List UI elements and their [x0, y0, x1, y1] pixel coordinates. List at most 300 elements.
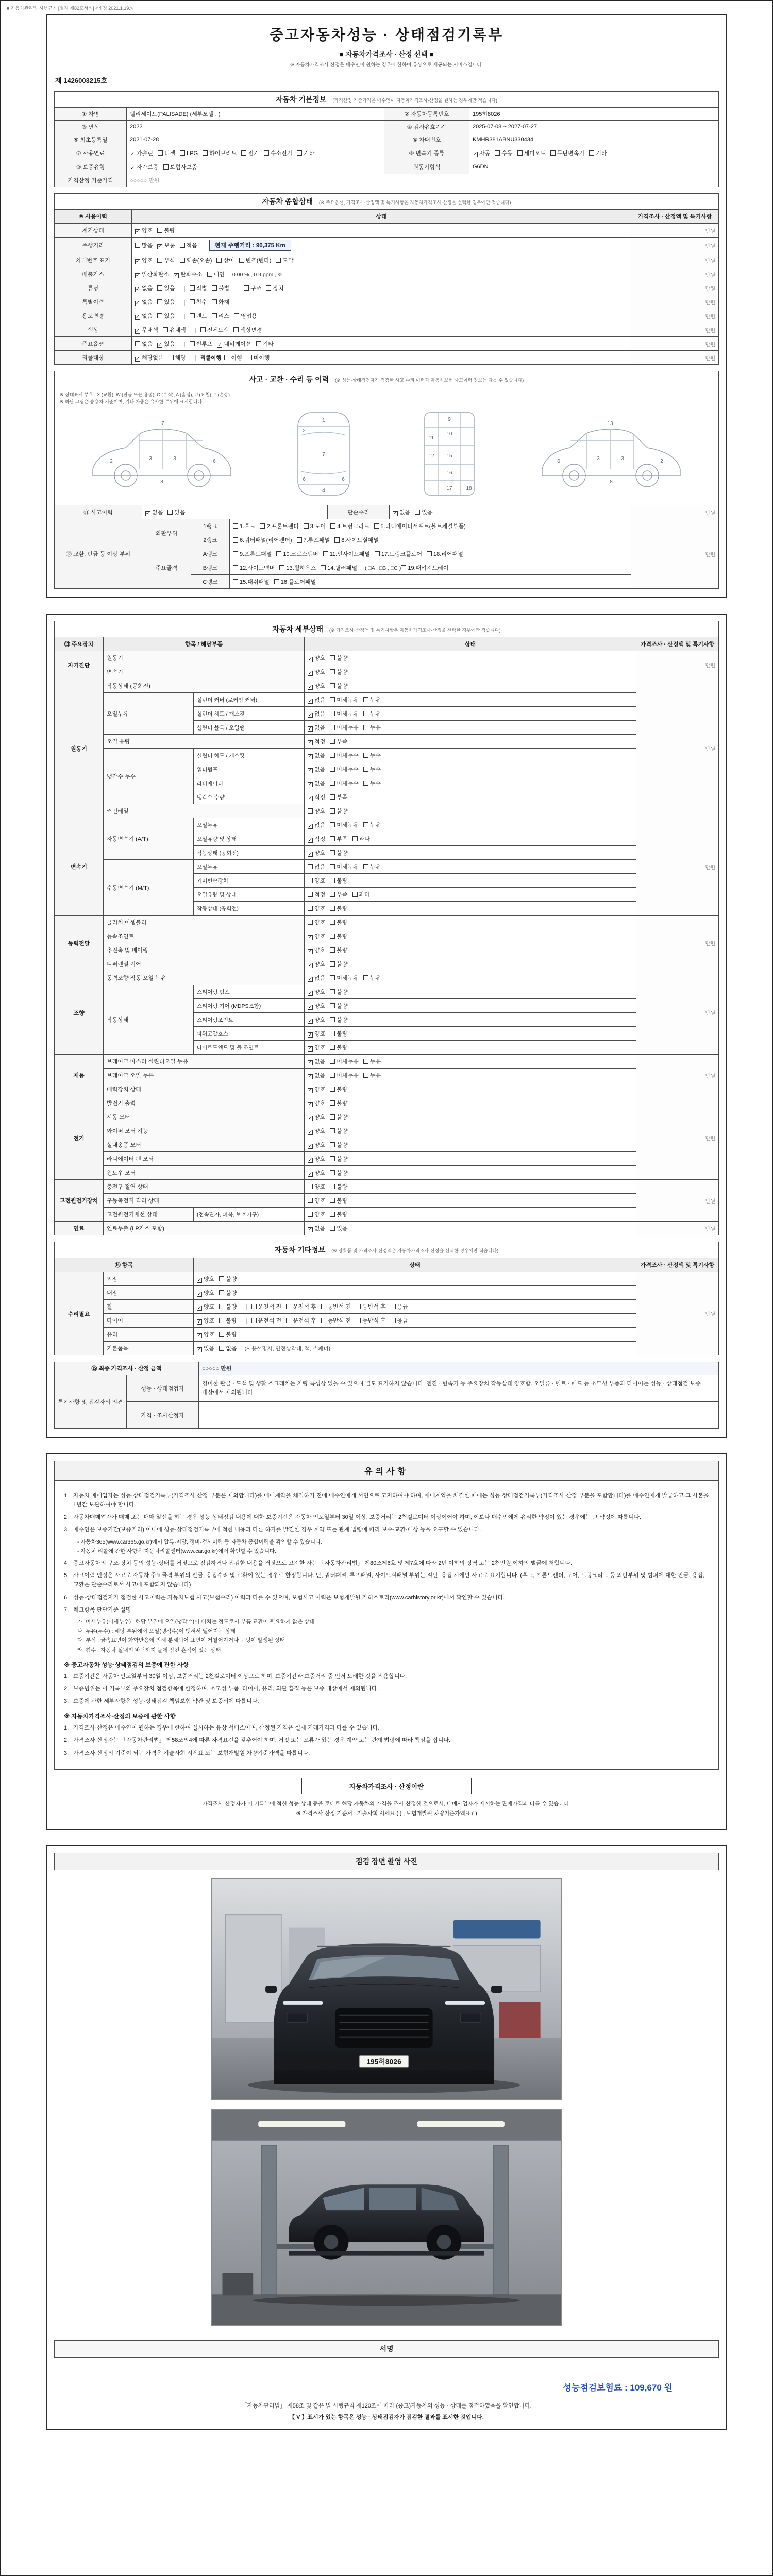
checkbox-option[interactable] [308, 849, 325, 857]
checkbox-option[interactable] [167, 508, 185, 516]
checkbox-option[interactable] [330, 1029, 347, 1038]
section-basic-info [54, 91, 719, 187]
checkbox-option[interactable] [190, 298, 207, 306]
checkbox-option[interactable] [330, 723, 359, 732]
checkbox-option[interactable] [308, 779, 325, 787]
checkbox-option[interactable] [308, 709, 325, 718]
checkbox-label: 하이브리드 [209, 150, 237, 157]
checkbox-option[interactable] [216, 256, 234, 264]
checkbox-icon [279, 565, 284, 570]
checkbox-option[interactable] [308, 1127, 325, 1135]
checkbox-option[interactable] [219, 1344, 237, 1352]
checkbox-option[interactable] [308, 1141, 325, 1149]
checkbox-option[interactable] [308, 751, 325, 759]
checkbox-option[interactable] [352, 890, 370, 899]
checkbox-option[interactable] [233, 326, 262, 334]
checkbox-option[interactable] [375, 550, 422, 558]
checkbox-icon [352, 836, 358, 841]
checkbox-option[interactable] [427, 550, 463, 558]
checkbox-option[interactable] [308, 1155, 325, 1163]
checkbox-option[interactable] [308, 1002, 325, 1010]
checkbox-option[interactable] [197, 1316, 214, 1325]
checkbox-icon [308, 892, 313, 897]
checkbox-option[interactable] [308, 765, 325, 773]
checkbox-option[interactable] [197, 1289, 214, 1297]
notice-item: 1. 자동차 매매업자는 성능·상태점검기록부(가격조사·산정 부분은 제외합니다)를 매매계약을 체결하기 전에 매수인에게 서면으로 고지하여야 하며, 매매계약을 체결한 때에는 성능·상태점검기록부(가격조사·산정 부분을 포함합니다)를 매수인에게 발급하고 그 사본을 1년간 보관하여야 합니다. [64, 1493, 709, 1509]
checkbox-option[interactable] [330, 522, 369, 530]
checkbox-label: 상이 [223, 258, 234, 264]
checkbox-option[interactable] [330, 1196, 347, 1205]
checkbox-icon [219, 1290, 224, 1295]
status-options [305, 1110, 636, 1124]
checkbox-option[interactable] [330, 876, 347, 885]
checkbox-option[interactable] [135, 340, 153, 348]
item-label: 연료누출 (LP가스 포함) [104, 1222, 305, 1235]
rank-items [230, 575, 631, 589]
checkbox-option[interactable] [297, 149, 314, 157]
checkbox-label: 일산화탄소 [142, 272, 170, 278]
checkbox-label: 무단변속기 [557, 150, 585, 157]
checkbox-option[interactable] [308, 1015, 325, 1024]
checkbox-icon [330, 1212, 335, 1217]
subitem-label: 실린더 헤드 / 개스킷 [194, 749, 305, 762]
checkbox-option[interactable] [308, 1210, 325, 1218]
checkbox-label: 운전석 후 [293, 1318, 316, 1324]
checkbox-option[interactable] [352, 835, 370, 843]
checkbox-icon [330, 989, 335, 994]
checkbox-icon [158, 150, 163, 156]
checkbox-label: 해당없음 [142, 355, 164, 361]
checkbox-option[interactable] [158, 149, 175, 157]
checkbox-option[interactable] [321, 1302, 351, 1311]
subitem-label: 스티어링조인트 [194, 1013, 305, 1027]
checkbox-label: 8.사이드실패널 [341, 537, 379, 544]
checkbox-option[interactable] [308, 1085, 325, 1093]
checkbox-option[interactable] [308, 654, 325, 662]
checkbox-option[interactable] [308, 1071, 325, 1079]
checkbox-option[interactable] [212, 284, 229, 292]
checkbox-option[interactable] [330, 946, 347, 954]
checkbox-icon [330, 822, 335, 827]
checkbox-option[interactable] [197, 1302, 214, 1311]
col-header-device: ⑬ 주요장치 [55, 637, 104, 651]
checkbox-option[interactable] [286, 1316, 316, 1325]
checkbox-option[interactable] [308, 960, 325, 968]
checkbox-label: 불량 [337, 961, 348, 968]
checkbox-option[interactable] [308, 793, 325, 801]
checkbox-option[interactable] [234, 312, 257, 320]
checkbox-icon [219, 1346, 224, 1351]
checkbox-option[interactable] [190, 284, 207, 292]
checkbox-option[interactable] [330, 932, 347, 940]
notice-subitem: 라. 침수 : 자동차 실내의 바닥까지 물에 잠긴 흔적이 있는 상태 [77, 1647, 221, 1653]
checkbox-option[interactable] [308, 807, 325, 815]
price-cell: 만원 [631, 238, 719, 253]
checkbox-option[interactable] [174, 270, 203, 278]
checkbox-option[interactable] [212, 298, 229, 306]
checkbox-option[interactable] [180, 256, 212, 264]
item-label: 작동상태 [104, 985, 194, 1055]
checkbox-option[interactable] [363, 751, 381, 759]
checkbox-label: 불량 [337, 655, 348, 662]
checkbox-option[interactable] [330, 793, 347, 801]
checkbox-option[interactable] [308, 988, 325, 996]
checkbox-option[interactable] [330, 1043, 347, 1052]
checkbox-option[interactable] [308, 1168, 325, 1177]
checkbox-icon [297, 537, 302, 543]
checkbox-option[interactable] [308, 821, 325, 829]
checkbox-option[interactable] [330, 849, 347, 857]
checkbox-option[interactable] [135, 298, 153, 306]
checkbox-option[interactable] [256, 340, 274, 348]
fuel-label: ⑦ 사용연료 [55, 146, 127, 160]
checkbox-option[interactable] [297, 536, 330, 544]
checkbox-icon [234, 313, 239, 318]
checkbox-checked-icon: ✓ [308, 962, 312, 968]
checkbox-option[interactable] [330, 862, 359, 871]
detail-row [55, 971, 719, 985]
checkbox-option[interactable] [330, 988, 347, 996]
checkbox-checked-icon: ✓ [130, 151, 135, 157]
checkbox-option[interactable] [330, 1141, 347, 1149]
checkbox-option[interactable] [233, 564, 275, 572]
checkbox-label: 6.쿼터패널(리어펜더) [240, 537, 292, 544]
notice-item: 3. 매수인은 보증기간(보증거리) 이내에 성능·상태점검기록부에 적힌 내용과 다른 하자를 발견한 경우 계약 또는 관계 법령에 따라 보수·교환·배상 등을 요구할 수 있습니다. [64, 1527, 481, 1533]
checkbox-option[interactable] [251, 1302, 282, 1311]
checkbox-option[interactable] [415, 508, 432, 516]
checkbox-label: 부족 [337, 892, 348, 898]
checkbox-label: 누유 [369, 975, 381, 981]
checkbox-option[interactable] [334, 536, 379, 544]
checkbox-option[interactable] [330, 1168, 347, 1177]
checkbox-option[interactable] [363, 723, 381, 732]
checkbox-option[interactable] [233, 536, 292, 544]
checkbox-option[interactable] [330, 974, 359, 982]
checkbox-option[interactable] [308, 682, 325, 690]
checkbox-checked-icon: ✓ [308, 1115, 312, 1121]
checkbox-label: 불량 [226, 1318, 237, 1324]
checkbox-option[interactable] [190, 340, 213, 348]
checkbox-option[interactable] [308, 862, 325, 871]
checkbox-option[interactable] [330, 682, 347, 690]
checkbox-option[interactable] [363, 696, 381, 704]
checkbox-option[interactable] [308, 1029, 325, 1038]
checkbox-option[interactable] [330, 918, 347, 926]
checkbox-option[interactable] [286, 1302, 316, 1311]
checkbox-option[interactable] [374, 522, 466, 530]
detail-row [55, 804, 719, 818]
status-options [194, 1272, 636, 1286]
row-label: 주요옵션 [55, 337, 132, 351]
checkbox-option[interactable] [308, 696, 325, 704]
checkbox-option[interactable] [239, 256, 272, 264]
checkbox-option[interactable] [157, 284, 175, 292]
checkbox-option[interactable] [330, 890, 347, 899]
checkbox-option[interactable] [308, 876, 325, 885]
checkbox-option[interactable] [203, 149, 237, 157]
price-cell: 만원 [631, 224, 719, 238]
checkbox-option[interactable] [330, 904, 347, 912]
checkbox-label: 불량 [337, 1031, 348, 1037]
col-header-status: 상태 [194, 1258, 636, 1272]
checkbox-option[interactable] [308, 946, 325, 954]
checkbox-option[interactable] [330, 1099, 347, 1107]
checkbox-option[interactable] [135, 353, 164, 362]
checkbox-option[interactable] [363, 765, 381, 773]
checkbox-option[interactable] [135, 256, 153, 264]
checkbox-option[interactable] [180, 150, 198, 157]
checkbox-option[interactable] [330, 654, 347, 662]
checkbox-option[interactable] [391, 1316, 408, 1325]
checkbox-option[interactable] [363, 862, 381, 871]
checkbox-icon [157, 228, 162, 233]
checkbox-option[interactable] [308, 918, 325, 926]
checkbox-icon [363, 781, 368, 786]
checkbox-option[interactable] [330, 1015, 347, 1024]
checkbox-option[interactable] [330, 751, 359, 759]
checkbox-option[interactable] [274, 578, 316, 586]
checkbox-option[interactable] [266, 284, 283, 292]
section-note: (※ 가격조사·산정액 및 특기사항은 자동차가격조사·산정을 선택한 경우에만 적습니다) [329, 628, 501, 633]
checkbox-option[interactable] [363, 709, 381, 718]
checkbox-label: 적정 [314, 794, 326, 801]
device-group-label: 연료 [55, 1222, 104, 1235]
price-cell: 만원 [636, 1272, 719, 1355]
checkbox-option[interactable] [219, 1289, 237, 1297]
checkbox-option[interactable] [264, 149, 293, 157]
checkbox-icon [256, 341, 261, 346]
checkbox-option[interactable] [363, 1057, 381, 1065]
checkbox-option[interactable] [330, 1002, 347, 1010]
checkbox-option[interactable] [363, 821, 381, 829]
checkbox-label: 기타 [262, 341, 274, 347]
checkbox-label: 불량 [337, 1128, 348, 1134]
checkbox-icon [334, 537, 340, 543]
price-cell: 만원 [636, 916, 719, 971]
checkbox-option[interactable] [330, 960, 347, 968]
status-options [305, 1208, 636, 1222]
rank-items [230, 547, 631, 561]
checkbox-option[interactable] [517, 149, 546, 157]
checkbox-option[interactable] [308, 1224, 325, 1232]
checkbox-option[interactable] [401, 564, 448, 572]
checkbox-option[interactable] [308, 1196, 325, 1205]
checkbox-option[interactable] [308, 974, 325, 982]
checkbox-option[interactable] [163, 163, 197, 171]
checkbox-option[interactable] [308, 1057, 325, 1065]
checkbox-option[interactable] [550, 149, 584, 157]
checkbox-option[interactable] [330, 807, 347, 815]
checkbox-option[interactable] [330, 1071, 359, 1079]
checkbox-label: 화재 [218, 299, 230, 306]
checkbox-icon [180, 150, 185, 156]
checkbox-checked-icon: ✓ [308, 684, 312, 690]
checkbox-option[interactable] [219, 1316, 237, 1325]
checkbox-option[interactable] [219, 1275, 237, 1283]
checkbox-option[interactable] [135, 226, 153, 234]
checkbox-option[interactable] [308, 890, 325, 899]
checkbox-checked-icon: ✓ [308, 782, 312, 787]
checkbox-option[interactable] [393, 508, 410, 516]
checkbox-option[interactable] [308, 904, 325, 912]
checkbox-option[interactable] [330, 1085, 347, 1093]
checkbox-label: 동반석 후 [362, 1304, 386, 1310]
checkbox-option[interactable] [251, 1316, 282, 1325]
final-price-label: ⑮ 최종 가격조사 · 산정 금액 [55, 1362, 199, 1375]
svg-text:6: 6 [557, 459, 560, 464]
checkbox-option[interactable] [308, 835, 325, 843]
checkbox-option[interactable] [233, 578, 270, 586]
section-overall-head [54, 193, 719, 209]
checkbox-option[interactable] [135, 270, 169, 278]
checkbox-option[interactable] [190, 312, 207, 320]
checkbox-option[interactable] [260, 522, 298, 530]
checkbox-option[interactable] [157, 241, 175, 249]
checkbox-option[interactable] [200, 326, 229, 334]
checkbox-icon [330, 1226, 335, 1231]
checkbox-option[interactable] [330, 668, 347, 676]
status-options [305, 679, 636, 693]
checkbox-icon [212, 299, 217, 304]
checkbox-option[interactable] [233, 522, 255, 530]
detail-status-table [54, 637, 719, 1235]
checkbox-option[interactable] [330, 821, 359, 829]
checkbox-option[interactable] [169, 353, 186, 362]
section-final-price [54, 1362, 719, 1429]
checkbox-checked-icon: ✓ [308, 1032, 312, 1038]
checkbox-option[interactable] [247, 353, 270, 362]
checkbox-option[interactable] [130, 149, 153, 157]
checkbox-option[interactable] [330, 835, 347, 843]
checkbox-option[interactable] [304, 522, 326, 530]
checkbox-option[interactable] [330, 1113, 347, 1121]
svg-text:6: 6 [213, 459, 216, 464]
checkbox-option[interactable] [330, 779, 359, 787]
checkbox-option[interactable] [163, 326, 186, 334]
checkbox-option[interactable] [157, 340, 175, 348]
checkbox-icon [330, 523, 335, 529]
checkbox-option[interactable] [308, 1182, 325, 1191]
checkbox-option[interactable] [197, 1275, 214, 1283]
checkbox-option[interactable] [197, 1344, 214, 1352]
checkbox-label: 있음 [337, 1226, 348, 1232]
checkbox-option[interactable] [135, 312, 153, 320]
checkbox-label: 불량 [226, 1290, 237, 1296]
rank-name: 1랭크 [191, 519, 230, 533]
checkbox-label: 불량 [337, 920, 348, 926]
checkbox-option[interactable] [330, 696, 359, 704]
checkbox-label: 적정 [314, 836, 326, 842]
checkbox-option[interactable] [241, 149, 259, 157]
checkbox-option[interactable] [391, 1302, 408, 1311]
checkbox-label: 네비게이션 [224, 341, 251, 347]
checkbox-option[interactable] [330, 709, 359, 718]
checkbox-option[interactable] [330, 1057, 359, 1065]
checkbox-option[interactable] [212, 312, 229, 320]
checkbox-option[interactable] [330, 1127, 347, 1135]
checkbox-option[interactable] [279, 564, 316, 572]
checkbox-option[interactable] [308, 1099, 325, 1107]
checkbox-option[interactable] [135, 284, 153, 292]
section-title: 자동차 기타정보 [274, 1246, 326, 1254]
checkbox-option[interactable] [363, 779, 381, 787]
checkbox-option[interactable] [363, 974, 381, 982]
checkbox-option[interactable] [276, 256, 293, 264]
checkbox-option[interactable] [157, 256, 175, 264]
checkbox-option[interactable] [356, 1302, 386, 1311]
item-label: 시동 모터 [104, 1110, 305, 1124]
checkbox-option[interactable] [308, 1043, 325, 1052]
checkbox-option[interactable] [308, 932, 325, 940]
insurance-premium-value: 109,670 원 [630, 2383, 673, 2393]
checkbox-option[interactable] [589, 149, 607, 157]
price-cell: 만원 [636, 1222, 719, 1235]
checkbox-checked-icon: ✓ [197, 1291, 201, 1297]
checkbox-icon [330, 655, 335, 660]
checkbox-option[interactable] [276, 550, 318, 558]
checkbox-option[interactable] [495, 149, 512, 157]
status-options [305, 888, 636, 902]
checkbox-label: 없음 [314, 697, 326, 703]
checkbox-label: 수소전기 [270, 150, 293, 157]
detail-row [55, 1180, 719, 1194]
checkbox-option[interactable] [330, 1224, 347, 1232]
checkbox-label: 썬루프 [196, 341, 213, 347]
checkbox-option[interactable] [473, 149, 490, 157]
checkbox-option[interactable] [157, 226, 175, 234]
device-group-label: 전기 [55, 1096, 104, 1180]
checkbox-label: 침수 [196, 299, 207, 306]
checkbox-label: 운전석 전 [258, 1318, 282, 1324]
checkbox-option[interactable] [224, 353, 242, 362]
checkbox-option[interactable] [308, 723, 325, 732]
checkbox-option[interactable] [219, 1330, 237, 1338]
checkbox-option[interactable] [145, 508, 163, 516]
checkbox-option[interactable] [217, 340, 251, 348]
checkbox-option[interactable] [207, 270, 225, 278]
etc-row [55, 1328, 719, 1342]
checkbox-option[interactable] [135, 241, 153, 249]
checkbox-option[interactable] [330, 765, 359, 773]
checkbox-option[interactable] [233, 550, 272, 558]
checkbox-label: 불량 [226, 1304, 237, 1310]
checkbox-option[interactable] [321, 1316, 351, 1325]
checkbox-option[interactable] [197, 1330, 214, 1338]
checkbox-option[interactable] [308, 668, 325, 676]
checkbox-option[interactable] [321, 564, 357, 572]
checkbox-option[interactable] [180, 241, 197, 249]
checkbox-option[interactable] [330, 1210, 347, 1218]
checkbox-option[interactable] [330, 1155, 347, 1163]
checkbox-option[interactable] [244, 284, 261, 292]
checkbox-option[interactable] [130, 163, 159, 171]
status-options [305, 846, 636, 860]
detail-row [55, 929, 719, 943]
checkbox-option[interactable] [363, 1071, 381, 1079]
checkbox-option[interactable] [135, 326, 158, 334]
checkbox-option[interactable] [157, 298, 175, 306]
checkbox-option[interactable] [323, 550, 370, 558]
item-label: 발전기 출력 [104, 1096, 305, 1110]
checkbox-option[interactable] [308, 737, 325, 745]
checkbox-option[interactable] [330, 1182, 347, 1191]
checkbox-label: 불법 [218, 285, 230, 292]
checkbox-option[interactable] [219, 1302, 237, 1311]
checkbox-option[interactable] [356, 1316, 386, 1325]
checkbox-option[interactable] [157, 312, 175, 320]
checkbox-option[interactable] [308, 1113, 325, 1121]
checkbox-option[interactable] [330, 737, 347, 745]
